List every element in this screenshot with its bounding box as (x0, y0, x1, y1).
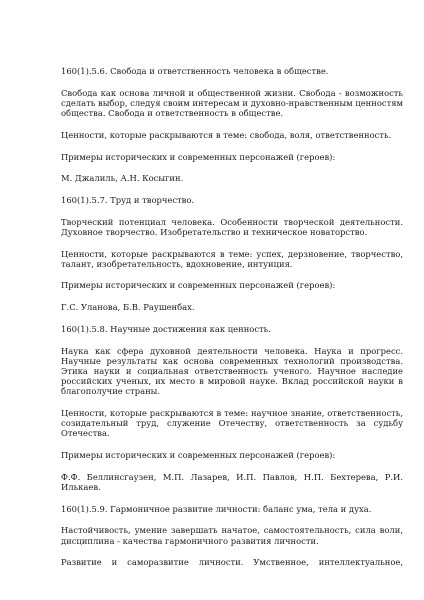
paragraph-science: Наука как сфера духовной деятельности человека. Наука и прогресс. Научные результаты как основа современных технологий производства. Этика науки и социальная ответственность ученого. Научное наследие российских ученых, их место в мировой науке. Вклад российской науки в благополучие страны. (61, 345, 403, 397)
section-heading-5-7: 160(1).5.7. Труд и творчество. (61, 194, 195, 205)
section-heading-5-8: 160(1).5.8. Научные достижения как ценность. (61, 323, 271, 334)
paragraph-examples-heading: Примеры исторических и современных персонажей (героев): (61, 450, 336, 461)
section-heading-5-6: 160(1).5.6. Свобода и ответственность человека в обществе. (61, 66, 329, 76)
paragraph-harmony: Настойчивость, умение завершать начатое, самостоятельность, сила воли, дисциплина - качества гармоничного развития личности. (61, 525, 403, 546)
section-heading-5-9: 160(1).5.9. Гармоничное развитие личности: баланс ума, тела и духа. (61, 503, 372, 514)
paragraph-examples-heading: Примеры исторических и современных персонажей (героев): (61, 280, 336, 291)
paragraph-values-freedom: Ценности, которые раскрываются в теме: свобода, воля, ответственность. (61, 129, 392, 140)
paragraph-freedom: Свобода как основа личной и общественной жизни. Свобода - возможность сделать выбор, следуя своим интересам и духовно-нравственным ценностям общества. Свобода и ответственность в обществе. (61, 87, 403, 119)
paragraph-examples-names: Г.С. Уланова, Б.В. Раушенбах. (61, 302, 195, 313)
paragraph-examples-names: М. Джалиль, А.Н. Косыгин. (61, 173, 184, 184)
paragraph-development: Развитие и саморазвитие личности. Умственное, интеллектуальное, (61, 557, 403, 568)
paragraph-values-science: Ценности, которые раскрываются в теме: научное знание, ответственность, созидательный труд, служение Отечеству, ответственность за судьбу Отечества. (61, 408, 403, 439)
paragraph-examples-names: Ф.Ф. Беллинсгаузен, М.П. Лазарев, И.П. Павлов, Н.П. Бехтерева, Р.И. Илькаев. (61, 471, 403, 493)
paragraph-values-creativity: Ценности, которые раскрываются в теме: успех, дерзновение, творчество, талант, изобретательность, вдохновение, интуиция. (61, 248, 403, 269)
paragraph-examples-heading: Примеры исторических и современных персонажей (героев): (61, 151, 336, 162)
document-page (61, 66, 403, 579)
paragraph-creativity: Творческий потенциал человека. Особенности творческой деятельности. Духовное творчество. Изобретательство и техническое новаторство. (61, 216, 403, 237)
